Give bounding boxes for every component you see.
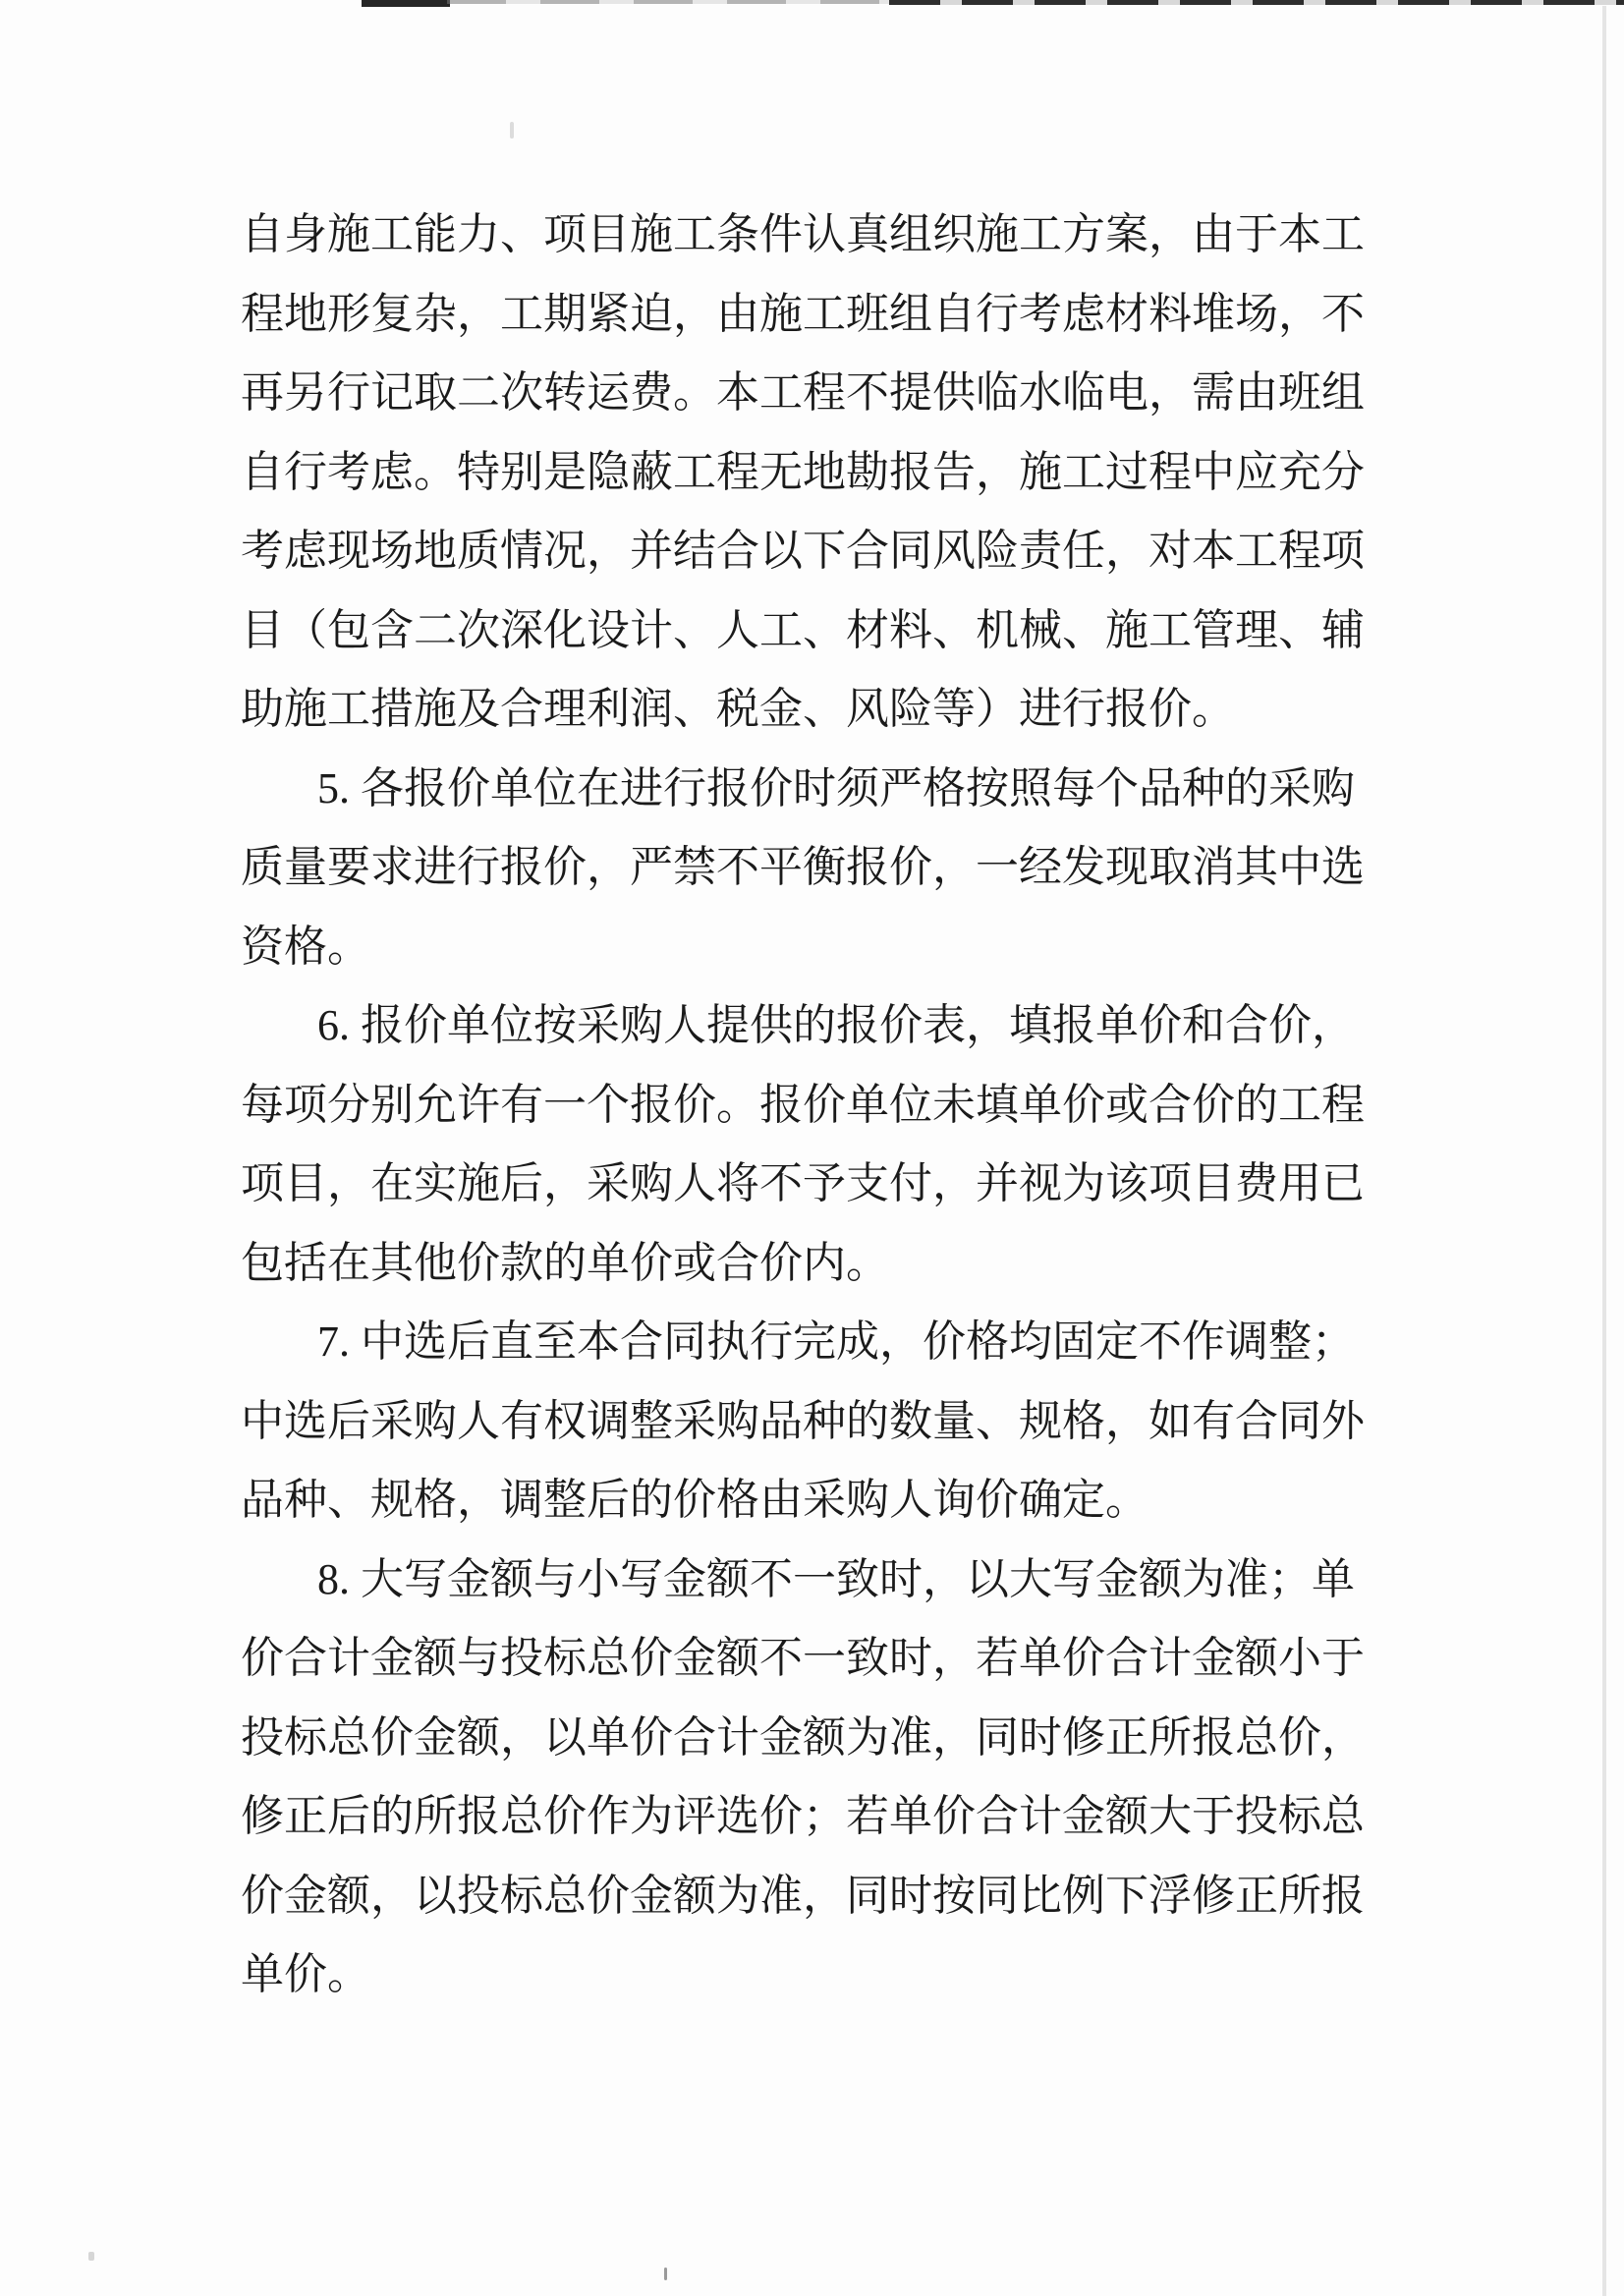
- text-line-15: 7. 中选后直至本合同执行完成，价格均固定不作调整；: [317, 1317, 1355, 1366]
- text-line-13: 项目，在实施后，采购人将不予支付，并视为该项目费用已: [241, 1159, 1365, 1207]
- text-line-5: 考虑现场地质情况，并结合以下合同风险责任，对本工程项: [241, 527, 1365, 575]
- text-line-6: 目（包含二次深化设计、人工、材料、机械、施工管理、辅: [241, 605, 1365, 654]
- text-line-21: 修正后的所报总价作为评选价；若单价合计金额大于投标总: [241, 1792, 1365, 1840]
- text-line-23: 单价。: [241, 1950, 370, 1998]
- scan-right-edge-artifact: [1602, 6, 1606, 2296]
- scan-speck: [88, 2252, 94, 2261]
- scan-top-edge-artifact: [889, 0, 1624, 5]
- text-line-1: 自身施工能力、项目施工条件认真组织施工方案，由于本工: [241, 210, 1365, 258]
- scan-top-edge-artifact: [447, 0, 891, 4]
- text-line-18: 8. 大写金额与小写金额不一致时，以大写金额为准；单: [317, 1554, 1355, 1603]
- scan-speck: [510, 122, 514, 139]
- text-line-19: 价合计金额与投标总价金额不一致时，若单价合计金额小于: [241, 1634, 1365, 1682]
- text-line-14: 包括在其他价款的单价或合价内。: [241, 1238, 889, 1287]
- text-line-2: 程地形复杂，工期紧迫，由施工班组自行考虑材料堆场，不: [241, 289, 1365, 338]
- text-line-17: 品种、规格，调整后的价格由采购人询价确定。: [241, 1476, 1148, 1524]
- text-line-22: 价金额，以投标总价金额为准，同时按同比例下浮修正所报: [241, 1871, 1365, 1920]
- text-line-4: 自行考虑。特别是隐蔽工程无地勘报告，施工过程中应充分: [241, 447, 1365, 496]
- text-line-12: 每项分别允许有一个报价。报价单位未填单价或合价的工程: [241, 1080, 1365, 1129]
- text-line-7: 助施工措施及合理利润、税金、风险等）进行报价。: [241, 685, 1235, 733]
- text-line-20: 投标总价金额，以单价合计金额为准，同时修正所报总价，: [241, 1712, 1365, 1762]
- scan-speck: [664, 2268, 667, 2280]
- document-text-block: [241, 196, 1371, 2015]
- text-line-3: 再另行记取二次转运费。本工程不提供临水临电，需由班组: [241, 368, 1365, 417]
- text-line-10: 资格。: [241, 922, 370, 971]
- text-line-9: 质量要求进行报价，严禁不平衡报价，一经发现取消其中选: [241, 843, 1365, 891]
- text-line-11: 6. 报价单位按采购人提供的报价表，填报单价和合价，: [317, 1001, 1355, 1049]
- text-line-8: 5. 各报价单位在进行报价时须严格按照每个品种的采购: [317, 763, 1355, 812]
- scan-top-edge-artifact: [362, 0, 450, 7]
- text-line-16: 中选后采购人有权调整采购品种的数量、规格，如有合同外: [241, 1396, 1365, 1445]
